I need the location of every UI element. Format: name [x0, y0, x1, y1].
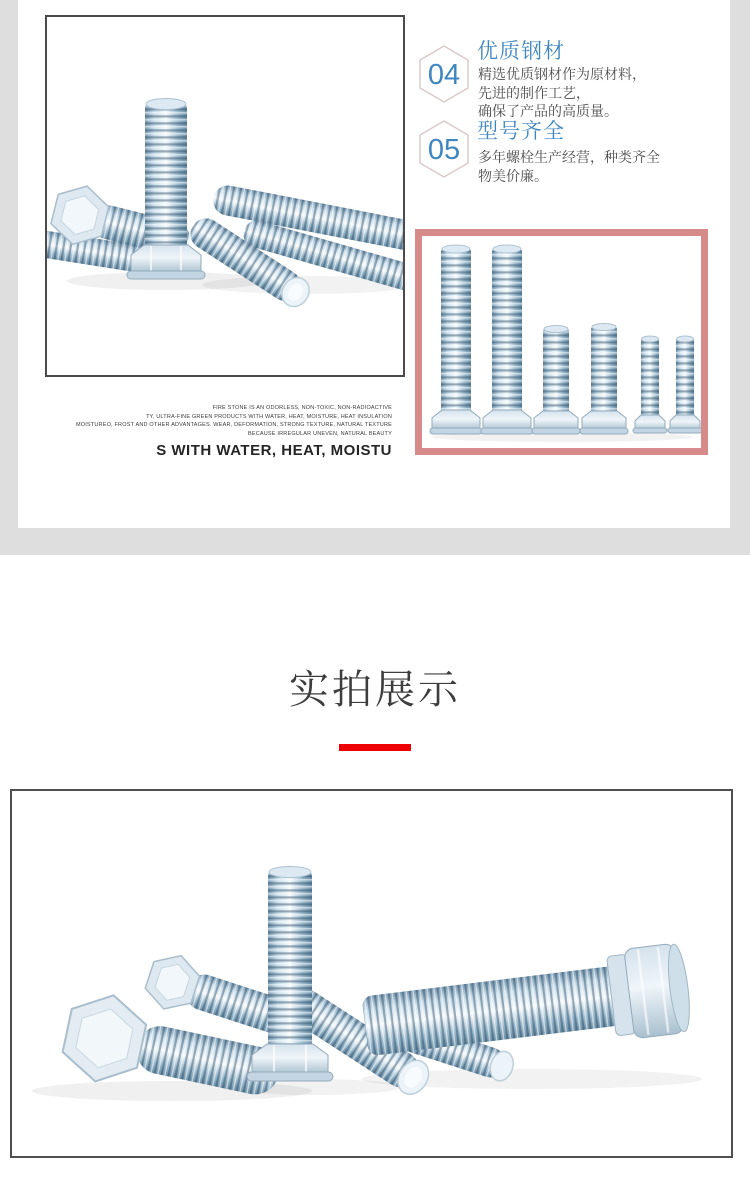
- section-divider: [0, 528, 750, 555]
- feature-description: [478, 148, 660, 185]
- fineprint-line: FIRE STONE IS AN ODORLESS, NON-TOXIC, NON-RADIOACTIVE: [212, 405, 392, 411]
- feature-line: 确保了产品的高质量。: [478, 103, 618, 119]
- bolts-showcase-illustration: [12, 791, 731, 1156]
- feature-number: 05: [427, 134, 461, 166]
- main-product-photo: [45, 15, 405, 377]
- fineprint-line: TY, ULTRA-FINE GREEN PRODUCTS WITH WATER, HEAT, MOISTURE, HEAT INSULATION: [146, 413, 392, 420]
- feature-line: 多年螺栓生产经营，种类齐全: [478, 149, 660, 165]
- showcase-photo: [10, 789, 733, 1158]
- feature-line: 物美价廉。: [478, 167, 548, 184]
- feature-number: 04: [427, 59, 461, 91]
- standing-hex-bolt: [247, 867, 333, 1082]
- left-gray-strip: [0, 0, 18, 528]
- fineprint-line: MOISTUREO, FROST AND OTHER ADVANTAGES. WEAR, DEFORMATION, STRONG TEXTURE, NATURAL TEXTURE: [75, 422, 392, 429]
- title-underline: [339, 744, 411, 751]
- fineprint-block: [62, 404, 392, 459]
- feature-description: [478, 65, 646, 121]
- fineprint-headline: S WITH WATER, HEAT, MOISTU: [156, 442, 392, 460]
- standing-hex-bolt: [127, 99, 205, 280]
- bolts-photo-illustration: [47, 17, 403, 375]
- feature-title: 优质钢材: [477, 40, 565, 63]
- fineprint-line: BECAUSE IRREGULAR UNEVEN, NATURAL BEAUTY: [247, 430, 392, 437]
- feature-line: 精选优质钢材作为原材料，: [478, 66, 646, 82]
- section-title: 实拍展示: [289, 668, 461, 712]
- right-gray-strip: [730, 0, 750, 528]
- feature-line: 先进的制作工艺，: [478, 84, 590, 101]
- feature-title: 型号齐全: [477, 120, 565, 143]
- size-range-photo-frame: [415, 229, 708, 455]
- bolt-sizes-illustration: [422, 236, 701, 448]
